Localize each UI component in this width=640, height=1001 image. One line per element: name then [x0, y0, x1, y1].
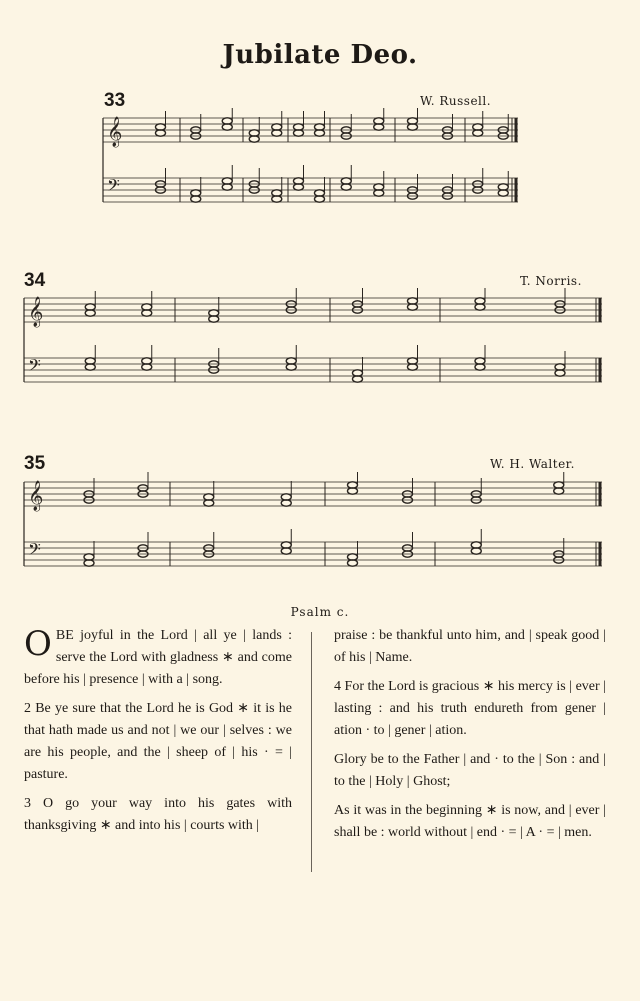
psalm-verse: Glory be to the Father | and · to the | Son : and | to the | Holy | Ghost;	[334, 752, 606, 789]
tune-number-34: 34	[24, 270, 46, 291]
column-divider	[311, 632, 312, 872]
music-score-35	[0, 472, 640, 592]
psalm-verse	[24, 625, 292, 691]
psalm-verse: 4 For the Lord is gracious ∗ his mercy is | ever | lasting : and his truth endureth from gener | ation · to | gener | ation.	[334, 679, 606, 738]
tune-composer-33: W. Russell.	[420, 94, 492, 108]
treble-clef-icon: 𝄞	[28, 297, 44, 327]
psalm-verse: praise : be thankful unto him, and | speak good | of his | Name.	[334, 628, 606, 665]
psalm-text-right-column	[334, 625, 606, 851]
psalm-verse: As it was in the beginning ∗ is now, and | ever | shall be : world without | end · = | A · = | men.	[334, 803, 606, 840]
bass-clef-icon: 𝄢	[28, 539, 41, 563]
psalm-text-left-column	[24, 625, 292, 844]
drop-cap-o: O	[24, 624, 52, 664]
tune-composer-35: W. H. Walter.	[490, 457, 575, 471]
psalm-heading: Psalm c.	[290, 605, 350, 619]
music-score-33	[0, 108, 640, 228]
tune-composer-34: T. Norris.	[520, 274, 582, 288]
tune-number-33: 33	[104, 90, 126, 111]
psalm-verse-text: BE joyful in the Lord | all ye | lands : serve the Lord with gladness ∗ and come before his | presence | with a | song.	[24, 628, 292, 687]
psalm-verse: 3 O go your way into his gates with thanksgiving ∗ and into his | courts with |	[24, 796, 292, 833]
bass-clef-icon: 𝄢	[107, 175, 120, 199]
treble-clef-icon: 𝄞	[107, 117, 123, 147]
music-score-34	[0, 288, 640, 408]
bass-clef-icon: 𝄢	[28, 355, 41, 379]
treble-clef-icon: 𝄞	[28, 481, 44, 511]
psalm-verse: 2 Be ye sure that the Lord he is God ∗ it is he that hath made us and not | we our | selves : we are his people, and the | sheep of | his · = | pasture.	[24, 701, 292, 782]
tune-number-35: 35	[24, 453, 46, 474]
page-title: Jubilate Deo.	[222, 40, 418, 70]
